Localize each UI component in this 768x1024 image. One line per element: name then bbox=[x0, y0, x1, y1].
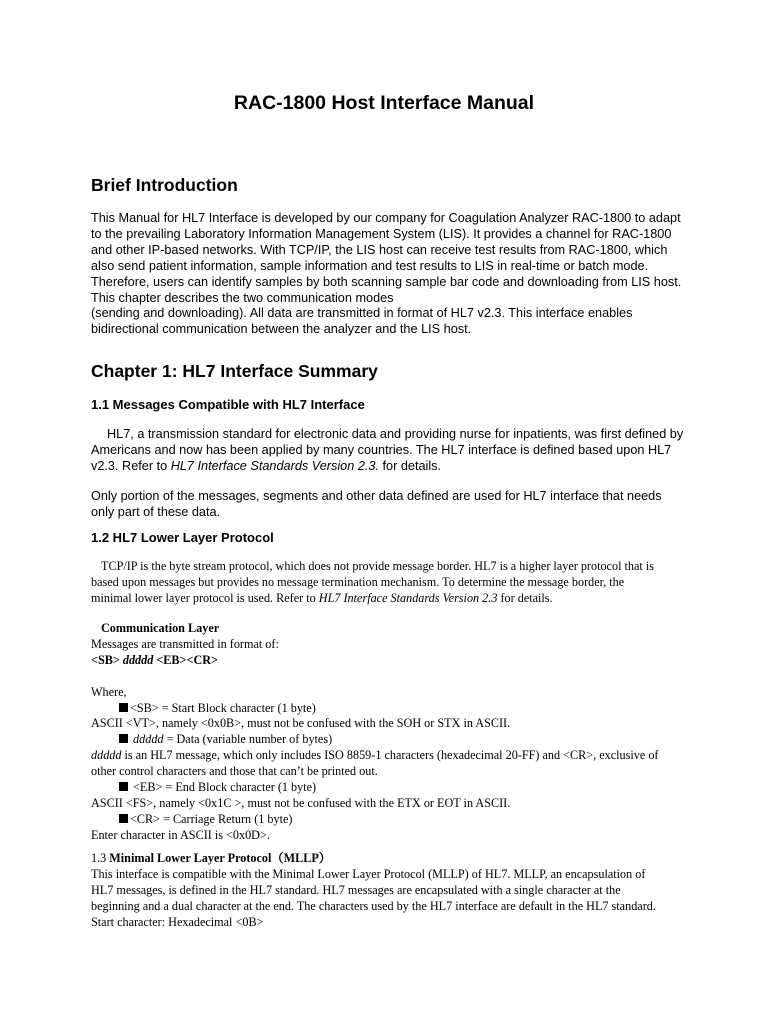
s12-line bbox=[91, 591, 691, 607]
intro-line: This Manual for HL7 Interface is developed by our company for Coagulation Analyzer RAC-1800 to adapt bbox=[91, 211, 681, 225]
section-1-3-number: 1.3 bbox=[91, 851, 110, 865]
s11-line: only part of these data. bbox=[91, 504, 221, 519]
eb-definition bbox=[91, 780, 691, 796]
s13-line: Start character: Hexadecimal <0B> bbox=[91, 914, 264, 929]
s13-line: beginning and a dual character at the end. The characters used by the HL7 interface are default in the HL7 standard. bbox=[91, 898, 656, 913]
s11-line: HL7, a transmission standard for electronic data and providing nurse for inpatients, was first defined by bbox=[107, 427, 684, 441]
standard-reference: HL7 Interface Standards Version 2.3 bbox=[318, 590, 498, 605]
cr-note: Enter character in ASCII is <0x0D>. bbox=[91, 827, 270, 842]
square-bullet-icon bbox=[119, 782, 128, 791]
s11-text: v2.3. Refer to bbox=[91, 458, 171, 473]
ddddd-term: ddddd bbox=[91, 748, 122, 763]
s12-text: for details. bbox=[497, 590, 553, 605]
eb-cr-token: <EB><CR> bbox=[153, 652, 218, 667]
s13-line: This interface is compatible with the Minimal Lower Layer Protocol (MLLP) of HL7. MLLP, an encapsulation of bbox=[91, 866, 646, 881]
s11-line: Americans and now has been applied by many countries. The HL7 interface is defined based upon HL7 bbox=[91, 442, 672, 457]
s12-line: based upon messages but provides no message termination mechanism. To determine the message border, the bbox=[91, 574, 625, 589]
message-format bbox=[91, 653, 691, 669]
intro-line: bidirectional communication between the analyzer and the LIS host. bbox=[91, 322, 472, 337]
intro-line: also send patient information, sample information and test results to LIS in real-time or batch mode. bbox=[91, 258, 649, 273]
section-1-2-heading: 1.2 HL7 Lower Layer Protocol bbox=[91, 530, 274, 545]
chapter1-heading: Chapter 1: HL7 Interface Summary bbox=[91, 361, 378, 381]
square-bullet-icon bbox=[119, 703, 128, 712]
communication-layer-heading: Communication Layer bbox=[101, 621, 220, 635]
comm-line: Messages are transmitted in format of: bbox=[91, 636, 279, 651]
ddddd-note bbox=[91, 748, 691, 764]
section-1-2-body bbox=[91, 559, 691, 607]
document-title: RAC-1800 Host Interface Manual bbox=[233, 92, 535, 114]
section-1-1-heading: 1.1 Messages Compatible with HL7 Interface bbox=[91, 397, 365, 412]
s11-text: for details. bbox=[378, 458, 442, 473]
cr-definition bbox=[91, 812, 691, 828]
communication-layer-block bbox=[91, 621, 691, 844]
square-bullet-icon bbox=[119, 734, 128, 743]
intro-line: This chapter describes the two communication modes bbox=[91, 290, 394, 305]
intro-line: and other IP-based networks. With TCP/IP, the LIS host can receive test results from RAC-1800, which bbox=[91, 242, 668, 257]
s13-line: HL7 messages, is defined in the HL7 standard. HL7 messages are encapsulated with a single character at the bbox=[91, 882, 621, 897]
intro-heading: Brief Introduction bbox=[91, 175, 238, 195]
intro-line: Therefore, users can identify samples by both scanning sample bar code and downloading from LIS host. bbox=[91, 274, 682, 289]
s11-line bbox=[91, 459, 691, 475]
eb-definition-text: <EB> = End Block character (1 byte) bbox=[130, 780, 317, 795]
cr-definition-text: <CR> = Carriage Return (1 byte) bbox=[130, 811, 293, 826]
ddddd-note-text: is an HL7 message, which only includes ISO 8859-1 characters (hexadecimal 20-FF) and <CR>, exclusive of bbox=[121, 748, 659, 763]
section-1-3-heading bbox=[91, 851, 691, 867]
section-1-1-body bbox=[91, 427, 691, 521]
intro-paragraph bbox=[91, 211, 691, 338]
intro-line: (sending and downloading). All data are transmitted in format of HL7 v2.3. This interface enables bbox=[91, 306, 633, 321]
ddddd-token: ddddd bbox=[122, 652, 154, 667]
square-bullet-icon bbox=[119, 814, 128, 823]
ddddd-definition-text: = Data (variable number of bytes) bbox=[163, 732, 333, 747]
sb-token: <SB> bbox=[91, 652, 123, 667]
ddddd-term: ddddd bbox=[133, 732, 164, 747]
s11-line: Only portion of the messages, segments and other data defined are used for HL7 interface that needs bbox=[91, 488, 662, 503]
sb-note: ASCII <VT>, namely <0x0B>, must not be confused with the SOH or STX in ASCII. bbox=[91, 716, 511, 731]
s12-text: minimal lower layer protocol is used. Refer to bbox=[91, 590, 319, 605]
standard-reference: HL7 Interface Standards Version 2.3. bbox=[170, 458, 379, 473]
ddddd-definition bbox=[91, 732, 691, 748]
sb-definition-text: <SB> = Start Block character (1 byte) bbox=[130, 700, 316, 715]
section-1-3-title: Minimal Lower Layer Protocol（MLLP） bbox=[109, 851, 331, 865]
s12-line: TCP/IP is the byte stream protocol, which does not provide message border. HL7 is a higher layer protocol that is bbox=[101, 559, 654, 573]
section-1-3 bbox=[91, 851, 691, 931]
where-label: Where, bbox=[91, 684, 127, 699]
eb-note: ASCII <FS>, namely <0x1C >, must not be confused with the ETX or EOT in ASCII. bbox=[91, 795, 511, 810]
sb-definition bbox=[91, 701, 691, 717]
ddddd-note: other control characters and those that can’t be printed out. bbox=[91, 764, 378, 779]
intro-line: to the prevailing Laboratory Information Management System (LIS). It provides a channel for RAC-1800 bbox=[91, 226, 672, 241]
